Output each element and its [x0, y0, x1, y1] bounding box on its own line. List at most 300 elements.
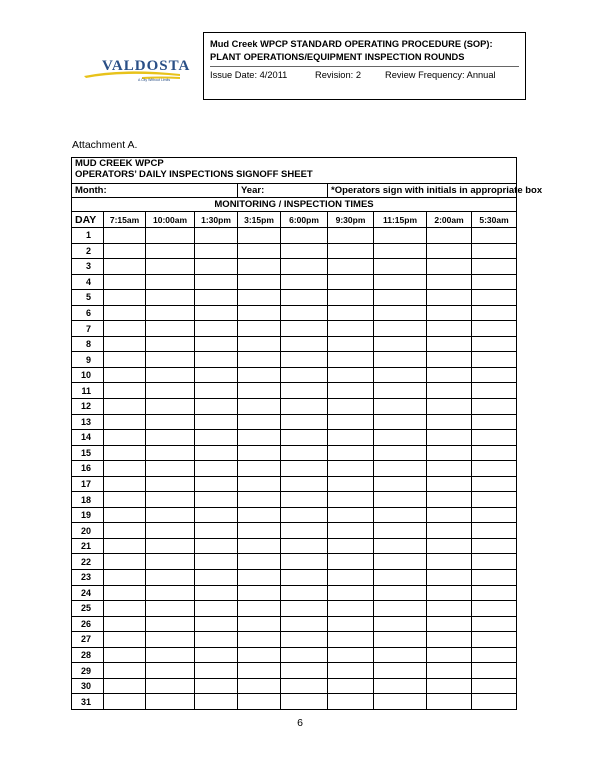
initials-cell[interactable] [374, 336, 427, 352]
initials-cell[interactable] [472, 290, 517, 306]
initials-cell[interactable] [146, 305, 195, 321]
initials-cell[interactable] [374, 647, 427, 663]
initials-cell[interactable] [238, 647, 281, 663]
initials-cell[interactable] [281, 243, 328, 259]
initials-cell[interactable] [472, 414, 517, 430]
initials-cell[interactable] [472, 367, 517, 383]
initials-cell[interactable] [238, 523, 281, 539]
initials-cell[interactable] [374, 352, 427, 368]
initials-cell[interactable] [374, 243, 427, 259]
initials-cell[interactable] [472, 259, 517, 275]
initials-cell[interactable] [104, 228, 146, 244]
initials-cell[interactable] [472, 305, 517, 321]
initials-cell[interactable] [374, 414, 427, 430]
initials-cell[interactable] [195, 445, 238, 461]
initials-cell[interactable] [104, 274, 146, 290]
initials-cell[interactable] [238, 228, 281, 244]
initials-cell[interactable] [374, 305, 427, 321]
initials-cell[interactable] [146, 647, 195, 663]
initials-cell[interactable] [328, 647, 374, 663]
initials-cell[interactable] [281, 414, 328, 430]
initials-cell[interactable] [374, 228, 427, 244]
initials-cell[interactable] [146, 414, 195, 430]
initials-cell[interactable] [472, 336, 517, 352]
initials-cell[interactable] [328, 383, 374, 399]
initials-cell[interactable] [146, 570, 195, 586]
initials-cell[interactable] [328, 461, 374, 477]
initials-cell[interactable] [146, 352, 195, 368]
initials-cell[interactable] [427, 678, 472, 694]
initials-cell[interactable] [195, 632, 238, 648]
initials-cell[interactable] [195, 476, 238, 492]
initials-cell[interactable] [328, 601, 374, 617]
initials-cell[interactable] [281, 305, 328, 321]
initials-cell[interactable] [281, 523, 328, 539]
initials-cell[interactable] [146, 228, 195, 244]
initials-cell[interactable] [238, 352, 281, 368]
day-number: 1 [72, 228, 104, 244]
initials-cell[interactable] [328, 507, 374, 523]
initials-cell[interactable] [427, 445, 472, 461]
initials-cell[interactable] [281, 476, 328, 492]
initials-cell[interactable] [374, 274, 427, 290]
initials-cell[interactable] [281, 507, 328, 523]
initials-cell[interactable] [328, 538, 374, 554]
initials-cell[interactable] [104, 694, 146, 710]
day-number: 31 [72, 694, 104, 710]
initials-cell[interactable] [195, 538, 238, 554]
initials-cell[interactable] [472, 492, 517, 508]
initials-cell[interactable] [374, 321, 427, 337]
initials-cell[interactable] [195, 461, 238, 477]
initials-cell[interactable] [472, 321, 517, 337]
initials-cell[interactable] [104, 476, 146, 492]
initials-cell[interactable] [146, 290, 195, 306]
table-row [72, 678, 517, 694]
initials-cell[interactable] [104, 601, 146, 617]
initials-cell[interactable] [195, 352, 238, 368]
initials-cell[interactable] [195, 663, 238, 679]
initials-cell[interactable] [238, 694, 281, 710]
table-row [72, 305, 517, 321]
initials-cell[interactable] [427, 570, 472, 586]
initials-cell[interactable] [374, 694, 427, 710]
initials-cell[interactable] [104, 554, 146, 570]
day-number: 18 [72, 492, 104, 508]
initials-cell[interactable] [104, 632, 146, 648]
initials-cell[interactable] [238, 290, 281, 306]
initials-cell[interactable] [104, 367, 146, 383]
initials-cell[interactable] [195, 678, 238, 694]
header-title-line-2: PLANT OPERATIONS/EQUIPMENT INSPECTION ROUNDS [210, 52, 465, 62]
initials-cell[interactable] [104, 647, 146, 663]
initials-cell[interactable] [195, 414, 238, 430]
initials-cell[interactable] [328, 570, 374, 586]
initials-cell[interactable] [195, 259, 238, 275]
initials-cell[interactable] [427, 305, 472, 321]
initials-cell[interactable] [146, 461, 195, 477]
year-field[interactable]: Year: [238, 184, 328, 198]
initials-cell[interactable] [281, 399, 328, 415]
initials-cell[interactable] [328, 476, 374, 492]
initials-cell[interactable] [238, 632, 281, 648]
initials-cell[interactable] [238, 554, 281, 570]
initials-cell[interactable] [195, 601, 238, 617]
initials-cell[interactable] [427, 243, 472, 259]
initials-cell[interactable] [427, 367, 472, 383]
initials-cell[interactable] [374, 290, 427, 306]
initials-cell[interactable] [281, 336, 328, 352]
initials-cell[interactable] [328, 492, 374, 508]
initials-cell[interactable] [472, 538, 517, 554]
initials-cell[interactable] [146, 538, 195, 554]
initials-cell[interactable] [472, 476, 517, 492]
initials-cell[interactable] [104, 663, 146, 679]
initials-cell[interactable] [146, 632, 195, 648]
initials-cell[interactable] [195, 523, 238, 539]
initials-cell[interactable] [328, 274, 374, 290]
initials-cell[interactable] [195, 383, 238, 399]
initials-cell[interactable] [328, 352, 374, 368]
initials-cell[interactable] [238, 570, 281, 586]
initials-cell[interactable] [328, 616, 374, 632]
initials-cell[interactable] [104, 259, 146, 275]
initials-cell[interactable] [328, 523, 374, 539]
table-row [72, 570, 517, 586]
initials-cell[interactable] [328, 694, 374, 710]
initials-cell[interactable] [472, 383, 517, 399]
initials-cell[interactable] [328, 445, 374, 461]
initials-cell[interactable] [146, 445, 195, 461]
initials-cell[interactable] [195, 616, 238, 632]
initials-cell[interactable] [104, 616, 146, 632]
initials-cell[interactable] [427, 383, 472, 399]
initials-cell[interactable] [195, 507, 238, 523]
initials-cell[interactable] [238, 383, 281, 399]
initials-cell[interactable] [146, 336, 195, 352]
initials-cell[interactable] [374, 632, 427, 648]
initials-cell[interactable] [146, 523, 195, 539]
initials-cell[interactable] [195, 290, 238, 306]
initials-cell[interactable] [146, 616, 195, 632]
initials-cell[interactable] [427, 274, 472, 290]
initials-cell[interactable] [427, 663, 472, 679]
initials-cell[interactable] [328, 414, 374, 430]
initials-cell[interactable] [238, 616, 281, 632]
initials-cell[interactable] [146, 601, 195, 617]
initials-cell[interactable] [472, 243, 517, 259]
table-row [72, 601, 517, 617]
initials-cell[interactable] [472, 585, 517, 601]
initials-cell[interactable] [195, 554, 238, 570]
initials-cell[interactable] [328, 228, 374, 244]
initials-cell[interactable] [427, 694, 472, 710]
initials-cell[interactable] [195, 647, 238, 663]
initials-cell[interactable] [427, 538, 472, 554]
initials-cell[interactable] [238, 336, 281, 352]
initials-cell[interactable] [374, 445, 427, 461]
initials-cell[interactable] [146, 507, 195, 523]
initials-cell[interactable] [146, 259, 195, 275]
initials-cell[interactable] [374, 570, 427, 586]
day-number: 14 [72, 430, 104, 446]
initials-cell[interactable] [238, 538, 281, 554]
initials-cell[interactable] [146, 383, 195, 399]
initials-cell[interactable] [472, 570, 517, 586]
initials-cell[interactable] [104, 352, 146, 368]
initials-cell[interactable] [238, 445, 281, 461]
table-row [72, 259, 517, 275]
initials-cell[interactable] [328, 585, 374, 601]
time-column-header: 3:15pm [238, 212, 281, 228]
month-field[interactable]: Month: [72, 184, 238, 198]
initials-cell[interactable] [427, 352, 472, 368]
initials-cell[interactable] [281, 259, 328, 275]
initials-cell[interactable] [427, 430, 472, 446]
initials-cell[interactable] [472, 274, 517, 290]
initials-cell[interactable] [195, 430, 238, 446]
initials-cell[interactable] [281, 538, 328, 554]
initials-cell[interactable] [328, 290, 374, 306]
initials-cell[interactable] [281, 616, 328, 632]
initials-cell[interactable] [427, 259, 472, 275]
initials-cell[interactable] [195, 367, 238, 383]
initials-cell[interactable] [146, 663, 195, 679]
initials-cell[interactable] [427, 585, 472, 601]
initials-cell[interactable] [146, 694, 195, 710]
initials-cell[interactable] [328, 243, 374, 259]
initials-cell[interactable] [281, 601, 328, 617]
initials-cell[interactable] [472, 523, 517, 539]
initials-cell[interactable] [238, 259, 281, 275]
initials-cell[interactable] [104, 570, 146, 586]
initials-cell[interactable] [146, 678, 195, 694]
initials-cell[interactable] [195, 492, 238, 508]
initials-cell[interactable] [195, 274, 238, 290]
initials-cell[interactable] [281, 228, 328, 244]
initials-cell[interactable] [146, 274, 195, 290]
initials-cell[interactable] [374, 616, 427, 632]
initials-cell[interactable] [104, 305, 146, 321]
initials-cell[interactable] [281, 321, 328, 337]
initials-cell[interactable] [146, 492, 195, 508]
initials-cell[interactable] [427, 399, 472, 415]
initials-cell[interactable] [328, 336, 374, 352]
initials-cell[interactable] [374, 538, 427, 554]
initials-cell[interactable] [427, 523, 472, 539]
initials-cell[interactable] [281, 352, 328, 368]
initials-cell[interactable] [104, 290, 146, 306]
initials-cell[interactable] [238, 663, 281, 679]
initials-cell[interactable] [281, 492, 328, 508]
initials-cell[interactable] [328, 305, 374, 321]
initials-cell[interactable] [427, 228, 472, 244]
initials-cell[interactable] [472, 647, 517, 663]
initials-cell[interactable] [281, 290, 328, 306]
initials-cell[interactable] [281, 367, 328, 383]
initials-cell[interactable] [281, 647, 328, 663]
initials-cell[interactable] [374, 383, 427, 399]
initials-cell[interactable] [104, 430, 146, 446]
initials-cell[interactable] [374, 601, 427, 617]
initials-cell[interactable] [427, 476, 472, 492]
initials-cell[interactable] [472, 554, 517, 570]
initials-cell[interactable] [104, 538, 146, 554]
initials-cell[interactable] [281, 632, 328, 648]
initials-cell[interactable] [281, 694, 328, 710]
initials-cell[interactable] [328, 321, 374, 337]
initials-cell[interactable] [374, 430, 427, 446]
initials-cell[interactable] [374, 678, 427, 694]
initials-cell[interactable] [427, 492, 472, 508]
initials-cell[interactable] [195, 228, 238, 244]
initials-cell[interactable] [374, 476, 427, 492]
initials-cell[interactable] [328, 663, 374, 679]
initials-cell[interactable] [427, 290, 472, 306]
initials-cell[interactable] [281, 570, 328, 586]
table-row [72, 694, 517, 710]
initials-cell[interactable] [195, 399, 238, 415]
initials-cell[interactable] [281, 678, 328, 694]
table-row [72, 243, 517, 259]
day-number: 3 [72, 259, 104, 275]
initials-cell[interactable] [427, 461, 472, 477]
initials-cell[interactable] [328, 632, 374, 648]
initials-cell[interactable] [146, 367, 195, 383]
initials-cell[interactable] [238, 243, 281, 259]
initials-cell[interactable] [104, 243, 146, 259]
initials-cell[interactable] [281, 663, 328, 679]
initials-cell[interactable] [374, 585, 427, 601]
initials-cell[interactable] [328, 367, 374, 383]
initials-cell[interactable] [238, 430, 281, 446]
time-column-header: 10:00am [146, 212, 195, 228]
initials-cell[interactable] [238, 399, 281, 415]
initials-cell[interactable] [146, 321, 195, 337]
initials-cell[interactable] [195, 243, 238, 259]
initials-cell[interactable] [374, 507, 427, 523]
initials-cell[interactable] [238, 305, 281, 321]
initials-cell[interactable] [472, 445, 517, 461]
initials-cell[interactable] [238, 492, 281, 508]
initials-cell[interactable] [328, 678, 374, 694]
initials-cell[interactable] [472, 632, 517, 648]
initials-cell[interactable] [427, 632, 472, 648]
initials-cell[interactable] [104, 383, 146, 399]
initials-cell[interactable] [104, 461, 146, 477]
initials-cell[interactable] [238, 476, 281, 492]
initials-cell[interactable] [195, 570, 238, 586]
initials-cell[interactable] [472, 430, 517, 446]
initials-cell[interactable] [374, 554, 427, 570]
initials-cell[interactable] [328, 399, 374, 415]
initials-cell[interactable] [238, 461, 281, 477]
initials-cell[interactable] [146, 554, 195, 570]
initials-cell[interactable] [195, 336, 238, 352]
time-column-header: 6:00pm [281, 212, 328, 228]
initials-cell[interactable] [374, 663, 427, 679]
initials-cell[interactable] [238, 367, 281, 383]
initials-cell[interactable] [472, 352, 517, 368]
initials-cell[interactable] [427, 554, 472, 570]
initials-cell[interactable] [427, 601, 472, 617]
initials-cell[interactable] [104, 445, 146, 461]
initials-cell[interactable] [427, 647, 472, 663]
initials-cell[interactable] [281, 430, 328, 446]
initials-cell[interactable] [472, 678, 517, 694]
initials-cell[interactable] [146, 430, 195, 446]
initials-cell[interactable] [281, 383, 328, 399]
initials-cell[interactable] [472, 507, 517, 523]
initials-cell[interactable] [281, 445, 328, 461]
initials-cell[interactable] [238, 414, 281, 430]
initials-cell[interactable] [195, 585, 238, 601]
initials-cell[interactable] [472, 616, 517, 632]
initials-cell[interactable] [146, 243, 195, 259]
initials-cell[interactable] [238, 321, 281, 337]
initials-cell[interactable] [238, 507, 281, 523]
initials-cell[interactable] [374, 492, 427, 508]
initials-cell[interactable] [328, 259, 374, 275]
initials-cell[interactable] [104, 399, 146, 415]
initials-cell[interactable] [281, 554, 328, 570]
initials-cell[interactable] [195, 694, 238, 710]
initials-cell[interactable] [104, 507, 146, 523]
initials-cell[interactable] [146, 399, 195, 415]
initials-cell[interactable] [281, 461, 328, 477]
initials-cell[interactable] [104, 678, 146, 694]
initials-cell[interactable] [374, 399, 427, 415]
initials-cell[interactable] [146, 585, 195, 601]
initials-cell[interactable] [281, 585, 328, 601]
initials-cell[interactable] [104, 336, 146, 352]
initials-cell[interactable] [328, 554, 374, 570]
initials-cell[interactable] [374, 523, 427, 539]
initials-cell[interactable] [472, 228, 517, 244]
initials-cell[interactable] [195, 305, 238, 321]
initials-cell[interactable] [427, 507, 472, 523]
initials-cell[interactable] [104, 492, 146, 508]
day-number: 13 [72, 414, 104, 430]
initials-cell[interactable] [104, 414, 146, 430]
initials-cell[interactable] [472, 461, 517, 477]
initials-cell[interactable] [427, 321, 472, 337]
initials-cell[interactable] [328, 430, 374, 446]
initials-cell[interactable] [104, 523, 146, 539]
initials-cell[interactable] [374, 259, 427, 275]
initials-cell[interactable] [427, 616, 472, 632]
initials-cell[interactable] [427, 336, 472, 352]
initials-cell[interactable] [238, 601, 281, 617]
initials-cell[interactable] [472, 663, 517, 679]
initials-cell[interactable] [238, 678, 281, 694]
initials-cell[interactable] [472, 399, 517, 415]
initials-cell[interactable] [472, 601, 517, 617]
initials-cell[interactable] [238, 585, 281, 601]
initials-cell[interactable] [427, 414, 472, 430]
initials-cell[interactable] [146, 476, 195, 492]
initials-cell[interactable] [374, 461, 427, 477]
initials-cell[interactable] [374, 367, 427, 383]
initials-cell[interactable] [238, 274, 281, 290]
sheet-title-line-1: MUD CREEK WPCP [75, 158, 164, 169]
initials-cell[interactable] [281, 274, 328, 290]
initials-cell[interactable] [472, 694, 517, 710]
sheet-title-line-2: OPERATORS’ DAILY INSPECTIONS SIGNOFF SHEET [75, 168, 313, 180]
initials-cell[interactable] [104, 585, 146, 601]
initials-cell[interactable] [104, 321, 146, 337]
initials-cell[interactable] [195, 321, 238, 337]
